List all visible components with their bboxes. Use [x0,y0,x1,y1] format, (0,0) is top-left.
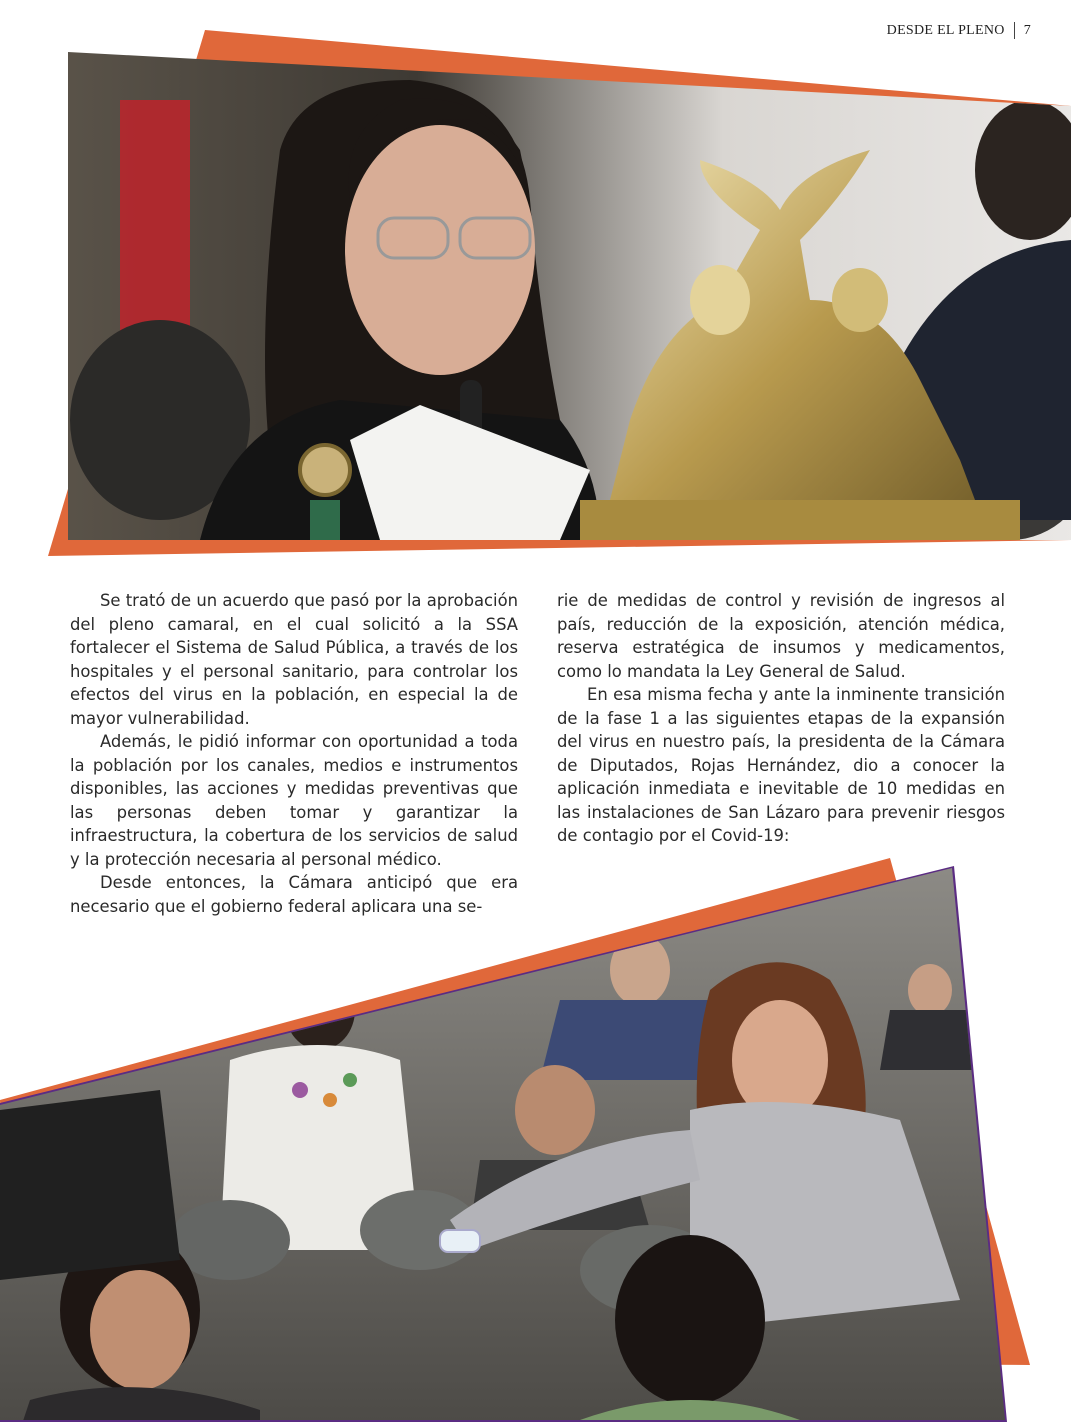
article-column-right [557,589,1005,848]
article-paragraph-continued: rie de medidas de control y revisión de ingresos al país, reducción de la exposición, atención médica, reserva estratégica de insumos y medicamentos, como lo mandata la Ley General de Salud. [557,591,1005,681]
section-title: DESDE EL PLENO [886,22,1005,38]
article-paragraph: Además, le pidió informar con oportunidad a toda la población por los canales, medios e instrumentos disponibles, las acciones y medidas preventivas que las personas deben tomar y garantizar la infraestructura, la cobertura de los servicios de salud y la protección necesaria al personal médico. [70,732,518,869]
bottom-photo [0,860,1010,1428]
article-paragraph: En esa misma fecha y ante la inminente transición de la fase 1 a las siguientes etapas de la expansión del virus en nuestro país, la presidenta de la Cámara de Diputados, Rojas Hernández, dio a conocer la aplicación inmediata e inevitable de 10 medidas en las instalaciones de San Lázaro para prevenir riesgos de contagio por el Covid-19: [557,685,1005,845]
article-column-left [70,589,518,918]
top-photo [60,40,1071,550]
page-number: 7 [1023,22,1031,38]
article-paragraph: Se trató de un acuerdo que pasó por la aprobación del pleno camaral, en el cual solicitó a la SSA fortalecer el Sistema de Salud Pública, a través de los hospitales y el personal sanitario, para controlar los efectos del virus en la población, en especial la de mayor vulnerabilidad. [70,591,518,728]
article-paragraph: Desde entonces, la Cámara anticipó que era necesario que el gobierno federal aplicara una se- [70,873,518,916]
